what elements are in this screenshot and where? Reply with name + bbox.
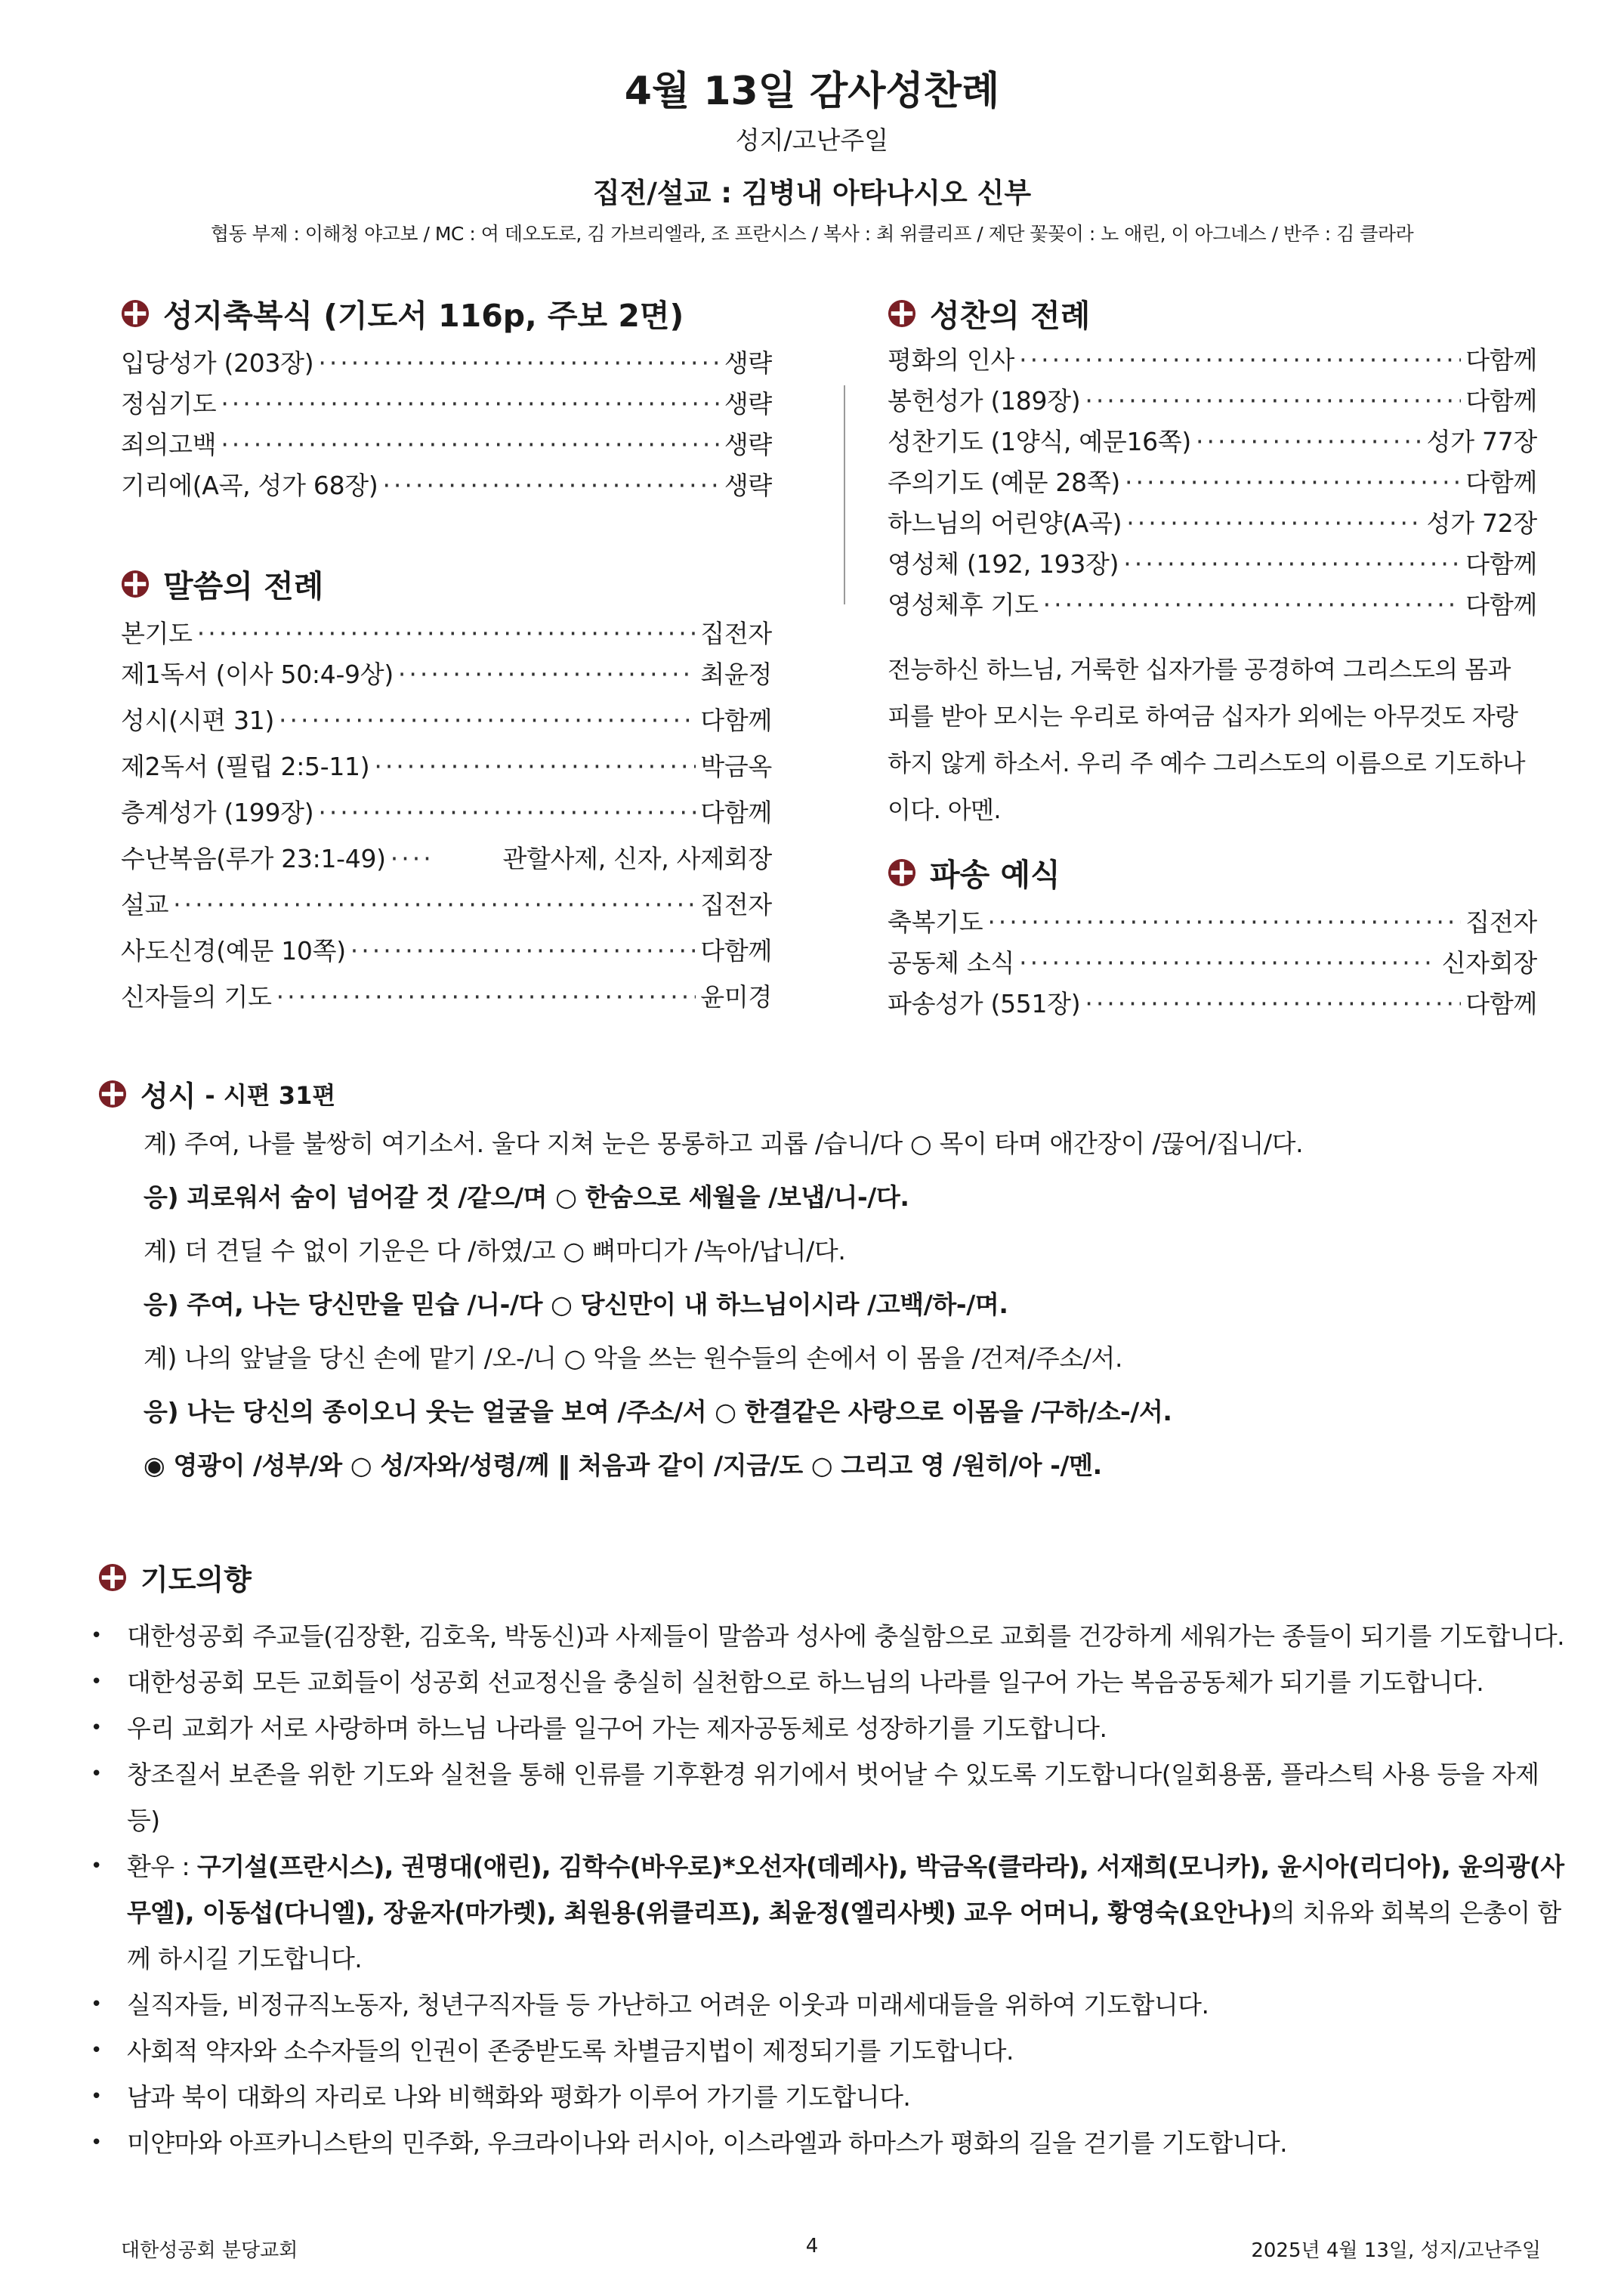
item-label: 영성체후 기도 (888, 590, 1039, 620)
order-item (121, 344, 772, 385)
intention-item: • 실직자들, 비정규직노동자, 청년구직자들 등 가난하고 어려운 이웃과 미래세대들을 위하여 기도합니다. (91, 1982, 1571, 2028)
item-label: 성시(시편 31) (121, 706, 275, 735)
leader-dots (1196, 427, 1422, 456)
intentions-list (91, 1613, 1571, 2166)
order-item (888, 903, 1537, 944)
leader-dots (1085, 386, 1461, 416)
leader-dots (987, 907, 1461, 937)
psalm-line: 계) 주여, 나를 불쌍히 여기소서. 울다 지쳐 눈은 몽롱하고 괴롭 /습니/다 ○ 목이 타며 애간장이 /끊어/집니/다. (144, 1129, 1304, 1158)
cross-icon (121, 299, 150, 328)
order-item (888, 504, 1537, 545)
item-value: 최윤정 (700, 660, 772, 689)
psalm-heading (98, 1073, 335, 1114)
order-item (888, 545, 1537, 586)
item-label: 수난복음(루가 23:1-49) (121, 844, 386, 873)
leader-dots (197, 619, 696, 648)
leader-dots (1019, 345, 1461, 375)
item-value: 성가 72장 (1426, 508, 1537, 538)
order-item (121, 747, 772, 793)
footer-page-number: 4 (805, 2235, 819, 2257)
leader-dots (173, 890, 696, 919)
intention-item: • 대한성공회 모든 교회들이 성공회 선교정신을 충실히 실천함으로 하느님의 나라를 일구어 가는 복음공동체가 되기를 기도합니다. (91, 1659, 1571, 1705)
leader-dots (391, 844, 436, 873)
item-value: 집전자 (700, 619, 772, 648)
intentions-heading (98, 1556, 252, 1598)
leader-dots (318, 798, 696, 827)
order-item (121, 385, 772, 425)
item-value: 집전자 (1465, 907, 1537, 937)
item-label: 죄의고백 (121, 430, 217, 459)
sick-names: 구기설(프란시스), 권명대(애린), 김학수(바우로)*오선자(데레사), 박금옥(클라라), 서재희(모니카), 윤시아(리디아), 윤의광(사무엘), 이동섭(다니엘), 장윤자(마가렛), 최원용(위클리프), 최윤정(엘리사벳) 교우 어머니, 황영숙(요안나) (127, 1852, 1564, 1927)
item-value: 다함께 (1465, 345, 1537, 375)
item-label: 봉헌성가 (189장) (888, 386, 1081, 416)
item-value: 생략 (724, 348, 772, 378)
item-value: 다함께 (1465, 549, 1537, 579)
footer-date: 2025년 4월 13일, 성지/고난주일 (1251, 2239, 1541, 2262)
item-label: 정심기도 (121, 389, 217, 419)
item-label: 기리에(A곡, 성가 68장) (121, 471, 378, 500)
item-label: 제2독서 (필립 2:5-11) (121, 752, 370, 781)
intention-item: • 창조질서 보존을 위한 기도와 실천을 통해 인류를 기후환경 위기에서 벗어날 수 있도록 기도합니다(일회용품, 플라스틱 사용 등을 자제 등) (91, 1751, 1571, 1843)
item-label: 사도신경(예문 10쪽) (121, 936, 346, 966)
leader-dots (318, 348, 720, 378)
item-value: 다함께 (1465, 590, 1537, 620)
item-label: 층계성가 (199장) (121, 798, 314, 827)
cross-icon (98, 1563, 127, 1592)
page-subtitle: 성지/고난주일 (735, 125, 889, 155)
cross-icon (98, 1080, 127, 1108)
order-item (888, 586, 1537, 626)
item-value: 생략 (724, 389, 772, 419)
item-label: 영성체 (192, 193장) (888, 549, 1119, 579)
leader-dots (221, 430, 720, 459)
leader-dots (350, 936, 696, 966)
order-item (121, 655, 772, 701)
item-label: 하느님의 어린양(A곡) (888, 508, 1122, 538)
leader-dots (276, 982, 696, 1012)
item-label: 공동체 소식 (888, 948, 1015, 978)
item-label: 주의기도 (예문 28쪽) (888, 468, 1120, 497)
item-label: 파송성가 (551장) (888, 989, 1081, 1018)
item-value: 신자회장 (1441, 948, 1537, 978)
leader-dots (1125, 468, 1461, 497)
order-item (121, 932, 772, 978)
dismissal-heading (888, 850, 1061, 895)
psalm-text (144, 1124, 1579, 1500)
cross-icon (888, 858, 916, 887)
item-label: 성찬기도 (1양식, 예문16쪽) (888, 427, 1192, 456)
psalm-line: 응) 나는 당신의 종이오니 웃는 얼굴을 보여 /주소/서 ○ 한결같은 사랑으로 이몸을 /구하/소-/서. (144, 1397, 1172, 1426)
leader-dots (398, 660, 696, 689)
palm-blessing-list (121, 344, 772, 507)
item-value: 다함께 (1465, 989, 1537, 1018)
item-label: 본기도 (121, 619, 193, 648)
order-item (121, 839, 772, 885)
dismissal-title: 파송 예식 (930, 857, 1061, 893)
leader-dots (374, 752, 696, 781)
officiant-line: 집전/설교 : 김병내 아타나시오 신부 (592, 177, 1032, 209)
leader-dots (1085, 989, 1461, 1018)
item-value: 성가 77장 (1426, 427, 1537, 456)
item-label: 제1독서 (이사 50:4-9상) (121, 660, 394, 689)
order-item (121, 425, 772, 466)
order-item (121, 466, 772, 507)
item-label: 입당성가 (203장) (121, 348, 314, 378)
order-item (121, 614, 772, 655)
leader-dots (221, 389, 720, 419)
psalm-title: 성시 (140, 1080, 196, 1113)
order-item (888, 341, 1537, 382)
item-value: 다함께 (1465, 468, 1537, 497)
item-value: 다함께 (700, 706, 772, 735)
psalm-line: 계) 더 견딜 수 없이 기운은 다 /하였/고 ○ 뼈마디가 /녹아/납니/다. (144, 1236, 846, 1265)
palm-blessing-title: 성지축복식 (기도서 116p, 주보 2면) (163, 298, 684, 334)
leader-dots (1123, 549, 1461, 579)
word-liturgy-title: 말씀의 전례 (163, 568, 324, 604)
psalm-subtitle: - 시편 31편 (205, 1080, 336, 1110)
item-value: 박금옥 (700, 752, 772, 781)
psalm-line: ◉ 영광이 /성부/와 ○ 성/자와/성령/께 ‖ 처음과 같이 /지금/도 ○ 그리고 영 /원히/아 -/멘. (144, 1451, 1102, 1480)
leader-dots (279, 706, 696, 735)
post-communion-prayer: 전능하신 하느님, 거룩한 십자가를 공경하여 그리스도의 몸과 피를 받아 모시는 우리로 하여금 십자가 외에는 아무것도 자랑하지 않게 하소서. 우리 주 예수 그리스도의 이름으로 기도하나이다. 아멘. (888, 655, 1525, 824)
leader-dots (1019, 948, 1437, 978)
intention-item: • 대한성공회 주교들(김장환, 김호욱, 박동신)과 사제들이 말씀과 성사에 충실함으로 교회를 건강하게 세워가는 종들이 되기를 기도합니다. (91, 1613, 1571, 1659)
ministers-line: 협동 부제 : 이해청 야고보 / MC : 여 데오도로, 김 가브리엘라, 조 프란시스 / 복사 : 최 위클리프 / 제단 꽃꽂이 : 노 애린, 이 아그네스 / 반주 : 김 클라라 (210, 223, 1414, 245)
order-item (888, 382, 1537, 422)
item-label: 설교 (121, 890, 169, 919)
order-item (888, 422, 1537, 463)
intention-item: • 남과 북이 대화의 자리로 나와 비핵화와 평화가 이루어 가기를 기도합니다. (91, 2074, 1571, 2120)
intention-item: • 사회적 약자와 소수자들의 인권이 존중받도록 차별금지법이 제정되기를 기도합니다. (91, 2028, 1571, 2074)
item-value: 집전자 (700, 890, 772, 919)
eucharist-title: 성찬의 전례 (930, 298, 1091, 334)
order-item (121, 885, 772, 932)
eucharist-list (888, 341, 1537, 626)
leader-dots (382, 471, 719, 500)
cross-icon (121, 570, 150, 598)
item-label: 축복기도 (888, 907, 983, 937)
item-value: 윤미경 (700, 982, 772, 1012)
word-liturgy-list (121, 614, 772, 1024)
item-value: 생략 (724, 471, 772, 500)
psalm-line: 응) 괴로워서 숨이 넘어갈 것 /같으/며 ○ 한숨으로 세월을 /보냅/니-/다. (144, 1182, 909, 1212)
column-divider (844, 385, 845, 604)
item-value: 생략 (724, 430, 772, 459)
sick-intention-item (91, 1843, 1571, 1982)
dismissal-list (888, 903, 1537, 1025)
footer-church-name: 대한성공회 분당교회 (121, 2239, 298, 2262)
item-value: 다함께 (700, 798, 772, 827)
order-item (888, 463, 1537, 504)
leader-dots (1043, 590, 1462, 620)
order-item (121, 701, 772, 747)
order-item (888, 984, 1537, 1025)
intention-item: • 우리 교회가 서로 사랑하며 하느님 나라를 일구어 가는 제자공동체로 성장하기를 기도합니다. (91, 1705, 1571, 1751)
page-title: 4월 13일 감사성찬례 (624, 69, 1000, 114)
order-item (121, 793, 772, 839)
eucharist-heading (888, 291, 1090, 335)
item-label: 신자들의 기도 (121, 982, 272, 1012)
psalm-line: 계) 나의 앞날을 당신 손에 맡기 /오-/니 ○ 악을 쓰는 원수들의 손에서 이 몸을 /건져/주소/서. (144, 1343, 1123, 1373)
item-value: 관할사제, 신자, 사제회장 (502, 844, 772, 873)
item-value: 다함께 (1465, 386, 1537, 416)
item-label: 평화의 인사 (888, 345, 1015, 375)
palm-blessing-heading (121, 291, 684, 335)
intention-item: • 미얀마와 아프카니스탄의 민주화, 우크라이나와 러시아, 이스라엘과 하마스가 평화의 길을 걷기를 기도합니다. (91, 2120, 1571, 2166)
sick-suffix: 의 치유와 회복의 은총이 함께 하시길 기도합니다. (127, 1898, 1561, 1973)
psalm-line: 응) 주여, 나는 당신만을 믿습 /니-/다 ○ 당신만이 내 하느님이시라 /고백/하-/며. (144, 1290, 1008, 1319)
sick-prefix: 환우 : (127, 1852, 197, 1881)
item-value: 다함께 (700, 936, 772, 966)
cross-icon (888, 299, 916, 328)
order-item (888, 944, 1537, 984)
intentions-title: 기도의향 (140, 1563, 252, 1596)
leader-dots (1126, 508, 1422, 538)
order-item (121, 978, 772, 1024)
word-liturgy-heading (121, 561, 323, 606)
